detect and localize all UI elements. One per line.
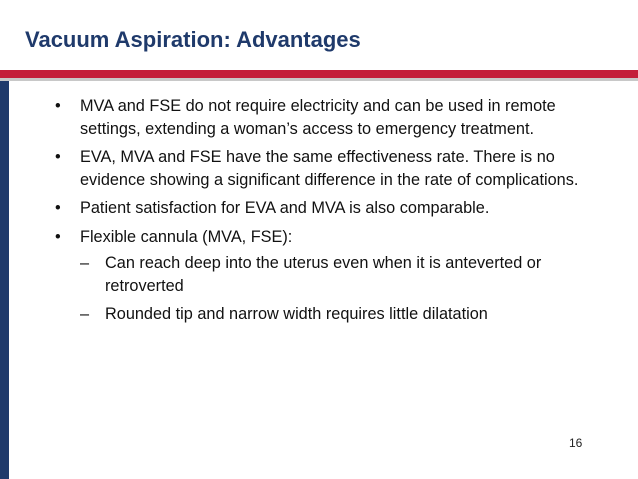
page-number: 16 [569,436,583,450]
bullet-marker: • [55,97,61,115]
bullet-marker: • [55,227,61,246]
bullet-text: Flexible cannula (MVA, FSE): [80,227,293,246]
bullet-text: Patient satisfaction for EVA and MVA is also comparable. [80,199,490,217]
bullet-item [55,226,600,326]
bullet-list [55,95,600,332]
bullet-text: EVA, MVA and FSE have the same effectiveness rate. There is no evidence showing a significant difference in the rate of complications. [80,148,579,189]
bullet-marker: • [55,148,61,166]
sub-bullet-item [80,252,600,297]
sub-bullet-text: Can reach deep into the uterus even when it is anteverted or retroverted [105,254,542,295]
slide-title: Vacuum Aspiration: Advantages [25,27,361,52]
sub-bullet-item [80,303,600,326]
bullet-item [55,146,600,191]
sub-bullet-list [80,252,600,326]
bullet-text: MVA and FSE do not require electricity and can be used in remote settings, extending a woman’s access to emergency treatment. [80,97,556,138]
bullet-item [55,95,600,140]
sub-bullet-marker: – [80,305,90,323]
sub-bullet-marker: – [80,254,90,272]
sub-bullet-text: Rounded tip and narrow width requires little dilatation [105,305,488,323]
bullet-marker: • [55,199,61,217]
bullet-item [55,197,600,220]
